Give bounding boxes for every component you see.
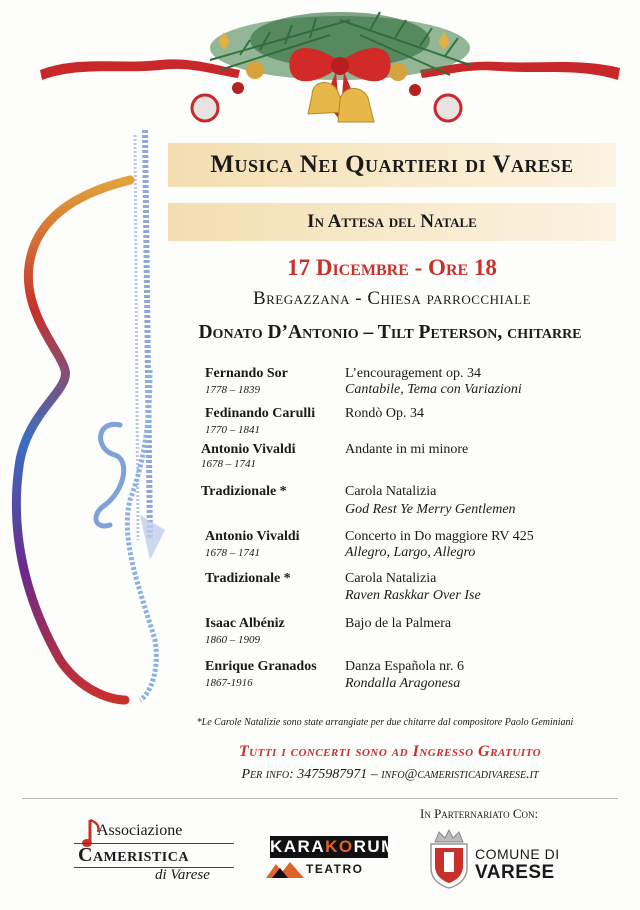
program-composer: Enrique Granados	[205, 659, 317, 674]
program-composer-dates: 1860 – 1909	[205, 634, 260, 646]
program-piece-title: Carola Natalizia	[345, 484, 437, 499]
program-piece-subtitle: God Rest Ye Merry Gentlemen	[345, 502, 516, 517]
karakorum-logo-part: KARA	[270, 837, 326, 856]
associazione-cameristica-logo	[70, 812, 240, 892]
program-composer-dates: 1678 – 1741	[205, 547, 260, 559]
mountain-icon	[266, 860, 304, 878]
event-subtitle: In Attesa del Natale	[307, 211, 477, 232]
karakorum-logo-part: KO	[325, 837, 354, 856]
program-composer: Tradizionale *	[201, 484, 287, 499]
program-composer: Fernando Sor	[205, 366, 288, 381]
comune-logo-line2: VARESE	[475, 862, 555, 883]
comune-logo-line1: COMUNE DI	[475, 846, 560, 862]
karakorum-logo-teatro: TEATRO	[306, 862, 364, 876]
program-composer: Tradizionale *	[205, 571, 291, 586]
violin-outline-decoration	[0, 120, 180, 720]
event-series-title: Musica Nei Quartieri di Varese	[210, 151, 574, 178]
program-piece-subtitle: Rondalla Aragonesa	[345, 676, 461, 691]
associazione-logo-line3: di Varese	[155, 867, 210, 883]
program-piece-title: Andante in mi minore	[345, 442, 469, 457]
footer-divider	[22, 798, 618, 799]
karakorum-logo-part: RUM	[353, 837, 397, 856]
free-entry-notice: Tutti i concerti sono ad Ingresso Gratuito	[238, 743, 542, 760]
program-composer-dates: 1678 – 1741	[201, 458, 256, 470]
contact-info: Per info: 3475987971 – info@cameristicadivarese.it	[241, 767, 539, 782]
program-piece-title: Rondò Op. 34	[345, 406, 424, 421]
program-composer-dates: 1770 – 1841	[205, 424, 260, 436]
event-performers: Donato D’Antonio – Tilt Peterson, chitarre	[198, 322, 582, 343]
city-crest-icon	[427, 828, 471, 890]
program-composer-dates: 1778 – 1839	[205, 384, 260, 396]
comune-di-varese-logo	[425, 824, 615, 894]
event-date-time: 17 Dicembre - Ore 18	[287, 255, 497, 280]
associazione-logo-line1: Associazione	[97, 822, 183, 839]
program-piece-title: L’encouragement op. 34	[345, 366, 481, 381]
karakorum-teatro-logo	[266, 836, 396, 886]
arrangement-footnote: *Le Carole Natalizie sono state arrangiate per due chitarre dal compositore Paolo Geminiani	[196, 717, 574, 728]
program-composer-dates: 1867-1916	[205, 677, 253, 689]
event-series-title-bar	[168, 143, 616, 187]
event-subtitle-bar	[168, 203, 616, 241]
event-venue: Bregazzana - Chiesa parrocchiale	[252, 288, 532, 309]
program-piece-subtitle: Allegro, Largo, Allegro	[345, 545, 476, 560]
christmas-garland-decoration	[40, 0, 620, 135]
program-piece-title: Concerto in Do maggiore RV 425	[345, 529, 534, 544]
program-piece-title: Carola Natalizia	[345, 571, 437, 586]
program-composer: Isaac Albéniz	[205, 616, 285, 631]
program-composer: Antonio Vivaldi	[201, 442, 296, 457]
partnership-label: In Parternariato Con:	[420, 806, 539, 821]
program-piece-title: Bajo de la Palmera	[345, 616, 452, 631]
program-composer: Fedinando Carulli	[205, 406, 316, 421]
karakorum-logo-wordmark	[270, 836, 397, 858]
program-piece-subtitle: Raven Raskkar Over Ise	[345, 588, 481, 603]
program-composer: Antonio Vivaldi	[205, 529, 300, 544]
program-piece-subtitle: Cantabile, Tema con Variazioni	[345, 382, 522, 397]
program-piece-title: Danza Española nr. 6	[345, 659, 464, 674]
associazione-logo-line2: Cameristica	[78, 844, 189, 866]
logo-rule	[74, 867, 234, 868]
